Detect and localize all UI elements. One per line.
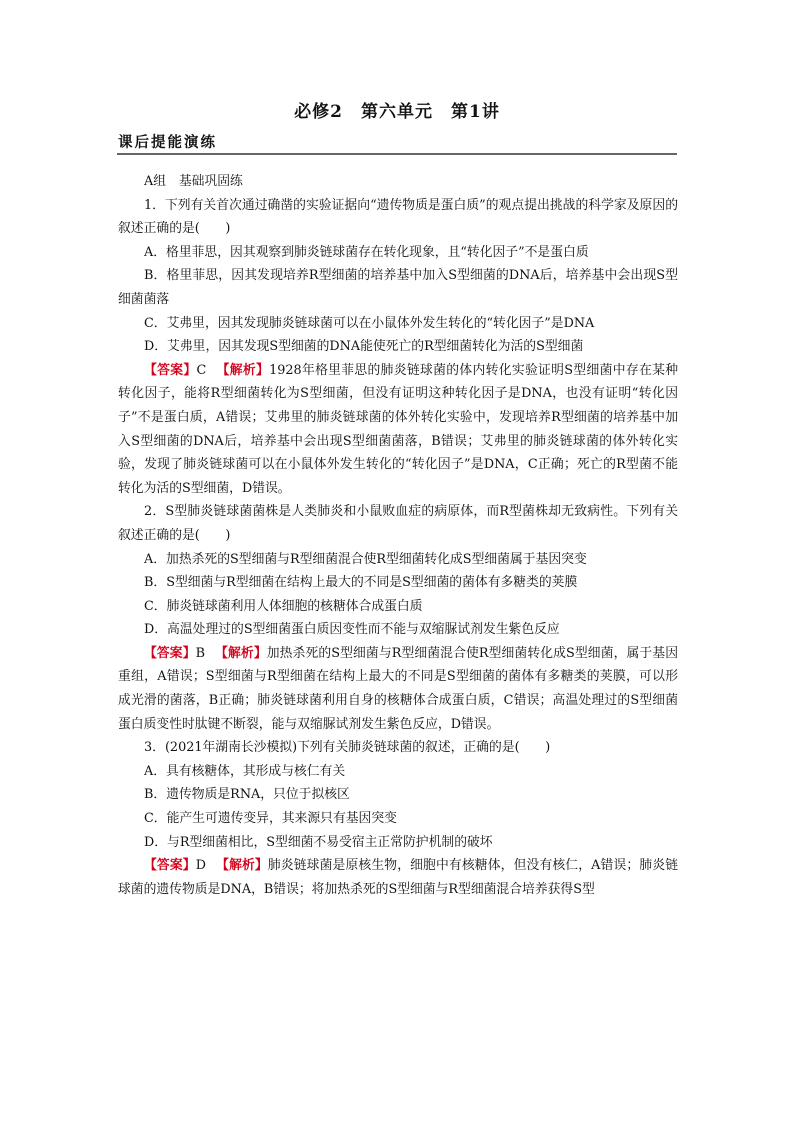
question-stem: 1．下列有关首次通过确凿的实验证据向“遗传物质是蛋白质”的观点提出挑战的科学家及原因的叙述正确的是( ) (118, 197, 678, 237)
option-b: B．遗传物质是RNA，只位于拟核区 (144, 787, 350, 803)
answer-analysis (118, 642, 678, 736)
question-stem: 3．(2021年湖南长沙模拟)下列有关肺炎链球菌的叙述，正确的是( ) (144, 740, 551, 756)
option-d: D．高温处理过的S型细菌蛋白质因变性而不能与双缩脲试剂发生紫色反应 (144, 622, 560, 638)
analysis-tag: 【解析】 (216, 362, 270, 378)
group-heading: A组 基础巩固练 (144, 174, 243, 189)
answer-analysis (118, 359, 678, 501)
answer-tag: 【答案】 (144, 645, 196, 661)
analysis-text: 1928年格里菲思的肺炎链球菌的体内转化实验证明S型细菌中存在某种转化因子，能将R型细菌转化为S型细菌，但没有证明这种转化因子是DNA，也没有证明“转化因子”不是蛋白质，A错误；艾弗里的肺炎链球菌的体外转化实验中，发现培养R型细菌的培养基中加入S型细菌的DNA后，培养基中会出现S型细菌菌落，B错误；艾弗里的肺炎链球菌的体外转化实验，发现了肺炎链球菌可以在小鼠体外发生转化的“转化因子”是DNA，C正确；死亡的R型菌不能转化为活的S型细菌，D错误。 (118, 362, 678, 496)
answer-value: C (196, 362, 207, 378)
analysis-text: 加热杀死的S型细菌与R型细菌混合使R型细菌转化成S型细菌，属于基因重组，A错误；S型细菌与R型细菌在结构上最大的不同是S型细菌的菌体有多糖类的荚膜，可以形成光滑的菌落，B正确；肺炎链球菌利用自身的核糖体合成蛋白质，C错误；高温处理过的S型细菌蛋白质变性时肽键不断裂，能与双缩脲试剂发生紫色反应，D错误。 (118, 645, 679, 732)
page-title: 必修2 第六单元 第1讲 (294, 102, 500, 122)
option-c: C．能产生可遗传变异，其来源只有基因突变 (144, 811, 397, 827)
option-b: B．S型细菌与R型细菌在结构上最大的不同是S型细菌的菌体有多糖类的荚膜 (144, 575, 578, 591)
question-1 (118, 194, 678, 501)
section-heading: 课后提能演练 (118, 134, 217, 151)
question-3 (118, 736, 678, 901)
answer-tag: 【答案】 (144, 362, 197, 378)
option-b: B．格里菲思，因其发现培养R型细菌的培养基中加入S型细菌的DNA后，培养基中会出现S型细菌菌落 (118, 268, 678, 307)
option-d: D．与R型细菌相比，S型细菌不易受宿主正常防护机制的破坏 (144, 834, 493, 850)
option-a: A．具有核糖体，其形成与核仁有关 (144, 763, 346, 779)
header-divider (117, 153, 677, 155)
option-d: D．艾弗里，因其发现S型细菌的DNA能使死亡的R型细菌转化为活的S型细菌 (144, 339, 584, 355)
option-a: A．加热杀死的S型细菌与R型细菌混合使R型细菌转化成S型细菌属于基因突变 (144, 551, 587, 567)
answer-value: D (195, 858, 206, 874)
question-stem: 2．S型肺炎链球菌菌株是人类肺炎和小鼠败血症的病原体，而R型菌株却无致病性。下列有关叙述正确的是( ) (118, 504, 678, 543)
option-a: A．格里菲思，因其观察到肺炎链球菌存在转化现象，且“转化因子”不是蛋白质 (144, 244, 589, 260)
option-c: C．艾弗里，因其发现肺炎链球菌可以在小鼠体外发生转化的“转化因子”是DNA (144, 315, 595, 331)
answer-tag: 【答案】 (144, 858, 196, 874)
answer-analysis (118, 854, 678, 901)
analysis-text: 肺炎链球菌是原核生物，细胞中有核糖体，但没有核仁，A错误；肺炎链球菌的遗传物质是DNA，B错误；将加热杀死的S型细菌与R型细菌混合培养获得S型 (118, 858, 679, 897)
answer-value: B (195, 645, 206, 661)
analysis-tag: 【解析】 (215, 645, 267, 661)
analysis-tag: 【解析】 (216, 858, 268, 874)
question-2 (118, 500, 678, 736)
option-c: C．肺炎链球菌利用人体细胞的核糖体合成蛋白质 (144, 598, 423, 614)
document-body (118, 170, 678, 901)
